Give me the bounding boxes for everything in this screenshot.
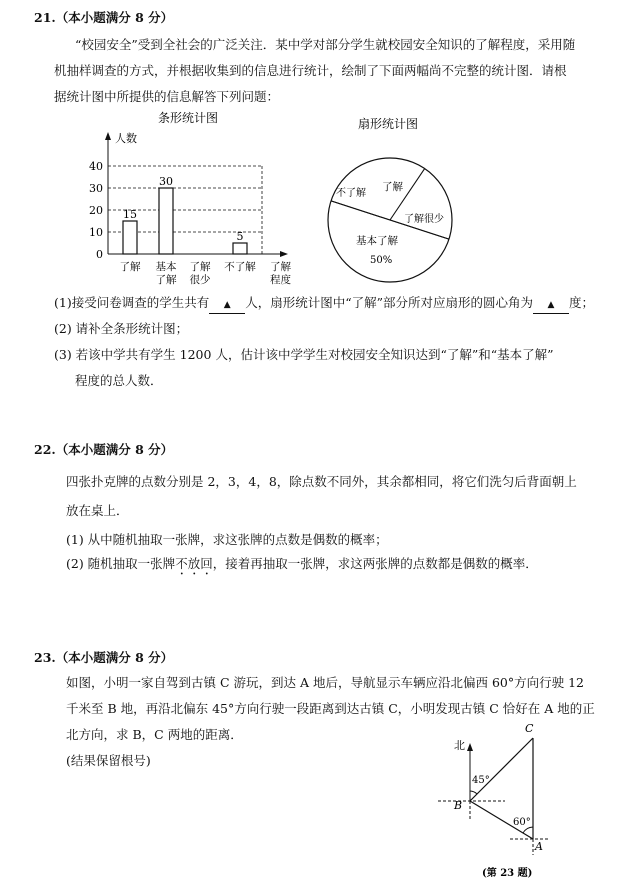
y-axis-arrow (105, 132, 111, 140)
q23-number: 23. (34, 650, 56, 665)
q21-blank-1 (209, 295, 245, 314)
q21-sub2: (2) 请补全条形统计图； (54, 321, 189, 336)
x-category-0-0: 了解 (119, 261, 141, 273)
q21-sub3-line2: 程度的总人数． (75, 373, 163, 388)
q21-sub1 (54, 295, 594, 314)
label-b: B (454, 799, 463, 812)
x-category-2-0: 了解 (189, 261, 211, 273)
q22-sub2-emphasis: 不放回 (175, 556, 213, 571)
q22-para-line1: 四张扑克牌的点数分别是 2，3，4，8，除点数不同外，其余都相同，将它们洗匀后背面朝上 (66, 474, 577, 489)
bar-chart (78, 110, 308, 290)
bar-label-1: 30 (159, 175, 173, 188)
pie-divider-1 (390, 169, 425, 220)
bar-0 (123, 221, 137, 254)
pie-chart (318, 114, 488, 290)
q21-sub3-line1: (3) 若该中学共有学生 1200 人，估计该中学学生对校园安全知识达到“了解”和“基本了解” (54, 347, 554, 362)
bar-3 (233, 243, 247, 254)
blank-2-mark: ▲ (547, 300, 555, 310)
y-tick-40: 40 (89, 160, 103, 173)
q22-sub1: (1) 从中随机抽取一张牌，求这张牌的点数是偶数的概率； (66, 532, 388, 547)
x-category-2-1: 很少 (189, 274, 211, 286)
pie-label-liaojie-henshao: 了解很少 (404, 214, 444, 225)
label-c: C (525, 722, 534, 735)
q21-para-line3: 据统计图中所提供的信息解答下列问题： (54, 89, 280, 104)
north-arrow-head (467, 743, 473, 751)
x-category-3-0: 不了解 (224, 261, 256, 273)
x-category-1-1: 了解 (155, 274, 177, 286)
q23-score: （本小题满分 8 分） (55, 650, 174, 665)
line-bc (470, 738, 533, 801)
angle-45-label: 45° (472, 775, 490, 786)
q21-sub1-text-b: 人，扇形统计图中“了解”部分所对应扇形的圆心角为 (245, 295, 534, 310)
q21-sub1-text-c: 度； (569, 295, 595, 310)
q21-number: 21. (34, 10, 56, 25)
bar-chart-title: 条形统计图 (158, 111, 219, 125)
q21-sub1-text-a: (1)接受问卷调查的学生共有 (54, 295, 210, 310)
q22-sub2 (66, 556, 538, 578)
pie-label-jiben-liaojie: 基本了解 (356, 235, 398, 247)
q21-blank-2 (533, 295, 569, 314)
q21-score: （本小题满分 8 分） (55, 10, 174, 25)
q22-para-line2: 放在桌上． (66, 503, 129, 518)
pie-label-jiben-percent: 50% (370, 255, 393, 266)
y-tick-10: 10 (89, 226, 103, 239)
q22-number: 22. (34, 442, 56, 457)
pie-chart-title: 扇形统计图 (358, 117, 419, 131)
q22-sub2-text-a: (2) 随机抽取一张牌 (66, 556, 176, 571)
x-axis-arrow (280, 251, 288, 257)
q22-header (34, 442, 173, 458)
q21-para-line2: 机抽样调查的方式，并根据收集到的信息进行统计，绘制了下面两幅尚不完整的统计图．请根 (54, 63, 567, 78)
q23-para-line2: 千米至 B 地，再沿北偏东 45°方向行驶一段距离到达古镇 C，小明发现古镇 C 恰好在 A 地的正 (66, 701, 595, 716)
q23-para-line3: 北方向，求 B，C 两地的距离． (66, 727, 243, 742)
figure-caption: (第 23 题) (482, 868, 533, 879)
bar-label-3: 5 (236, 230, 244, 243)
x-axis-label-line2: 程度 (270, 274, 291, 286)
bar-1 (159, 188, 173, 254)
q21-header (34, 10, 173, 26)
y-tick-20: 20 (89, 204, 103, 217)
x-axis-label-line1: 了解 (270, 261, 291, 273)
x-category-1-0: 基本 (155, 261, 177, 273)
bar-label-0: 15 (123, 208, 137, 221)
q23-para-line1: 如图，小明一家自驾到古镇 C 游玩，到达 A 地后，导航显示车辆应沿北偏西 60°方向行驶 12 (66, 675, 584, 690)
q23-figure (430, 715, 570, 880)
q23-note: (结果保留根号) (66, 753, 151, 768)
q22-sub2-text-c: ，接着再抽取一张牌，求这两张牌的点数都是偶数的概率． (212, 556, 538, 571)
q23-header (34, 650, 173, 666)
q21-para-line1: “校园安全”受到全社会的广泛关注．某中学对部分学生就校园安全知识的了解程度，采用随 (75, 37, 576, 52)
pie-label-bu-liaojie: 不了解 (336, 188, 366, 199)
y-axis-label: 人数 (115, 132, 137, 145)
y-tick-0: 0 (96, 248, 103, 261)
angle-45-arc (470, 791, 477, 794)
north-label: 北 (454, 739, 465, 752)
y-tick-30: 30 (89, 182, 103, 195)
pie-label-liaojie: 了解 (382, 181, 403, 193)
blank-1-mark: ▲ (223, 300, 231, 310)
label-a: A (535, 840, 543, 853)
q22-score: （本小题满分 8 分） (55, 442, 174, 457)
angle-60-label: 60° (513, 817, 531, 828)
